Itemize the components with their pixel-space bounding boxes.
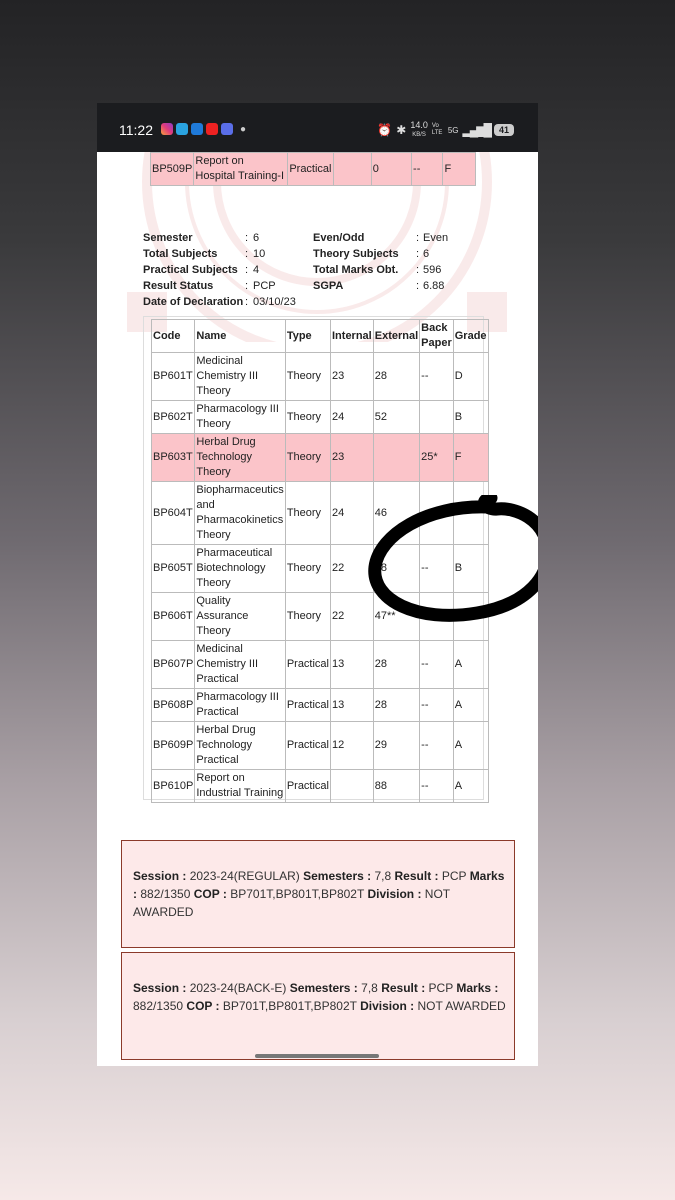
marks-label: Marks : xyxy=(456,981,499,995)
header-back-paper: Back Paper xyxy=(420,320,454,353)
practical-subjects-label: Practical Subjects xyxy=(143,264,238,276)
cell-code: BP606T xyxy=(152,593,195,641)
cell-external: 29 xyxy=(373,722,419,770)
cell-name: Report on Industrial Training xyxy=(195,770,285,803)
marks-value: 882/1350 xyxy=(133,999,184,1013)
cell-type: Practical xyxy=(285,641,330,689)
cell-grade: A xyxy=(453,770,488,803)
alarm-icon: ⏰ xyxy=(377,123,393,137)
cell-type: Practical xyxy=(285,722,330,770)
result-value: PCP xyxy=(441,869,467,883)
marks-label: Marks : xyxy=(133,869,505,901)
cell-name: Herbal Drug Technology Theory xyxy=(195,434,285,482)
cell-internal xyxy=(333,153,371,186)
cell-type: Theory xyxy=(285,545,330,593)
division-label: Division : xyxy=(360,999,415,1013)
cell-grade: B xyxy=(453,545,488,593)
cell-back-paper xyxy=(420,482,454,545)
even-odd-value: Even xyxy=(423,232,449,244)
division-value: NOT AWARDED xyxy=(133,887,450,919)
cell-name: Herbal Drug Technology Practical xyxy=(195,722,285,770)
separator: : xyxy=(416,248,420,260)
book-icon xyxy=(191,123,203,135)
cell-name: Report on Hospital Training-I xyxy=(194,153,288,186)
result-status-label: Result Status xyxy=(143,280,214,292)
theory-subjects-label: Theory Subjects xyxy=(313,248,399,260)
gesture-handle[interactable] xyxy=(255,1054,379,1058)
table-row xyxy=(152,482,489,545)
cell-external: 48 xyxy=(373,545,419,593)
cop-label: COP : xyxy=(193,887,227,901)
cell-external: 46 xyxy=(373,482,419,545)
phone-screen xyxy=(97,103,538,1066)
cell-back-paper: -- xyxy=(420,641,454,689)
semester-result-table xyxy=(151,319,489,803)
table-row xyxy=(151,153,476,186)
table-row xyxy=(152,545,489,593)
cell-external: 0 xyxy=(371,153,411,186)
cell-grade: F xyxy=(453,434,488,482)
total-subjects-value: 10 xyxy=(253,248,266,260)
cell-grade: B xyxy=(453,401,488,434)
cell-internal: 24 xyxy=(331,401,374,434)
semesters-label: Semesters : xyxy=(303,869,372,883)
cell-code: BP607P xyxy=(152,641,195,689)
telegram-icon xyxy=(176,123,188,135)
separator: : xyxy=(245,248,249,260)
cop-value: BP701T,BP801T,BP802T xyxy=(230,887,365,901)
result-label: Result : xyxy=(381,981,426,995)
header-internal: Internal xyxy=(331,320,374,353)
generic-app-icon xyxy=(221,123,233,135)
declaration-date-label: Date of Declaration xyxy=(143,296,244,308)
cell-back-paper: -- xyxy=(420,770,454,803)
volte-label: Vo LTE xyxy=(431,123,443,136)
cell-internal xyxy=(331,770,374,803)
header-name: Name xyxy=(195,320,285,353)
session-value: 2023-24(BACK-E) xyxy=(189,981,287,995)
cell-code: BP609P xyxy=(152,722,195,770)
semester-summary xyxy=(143,232,473,312)
header-external: External xyxy=(373,320,419,353)
cell-name: Pharmacology III Theory xyxy=(195,401,285,434)
marks-value: 882/1350 xyxy=(140,887,191,901)
semesters-label: Semesters : xyxy=(289,981,358,995)
cell-name: Pharmacology III Practical xyxy=(195,689,285,722)
total-subjects-label: Total Subjects xyxy=(143,248,218,260)
bluetooth-icon: ✱ xyxy=(396,123,407,137)
even-odd-label: Even/Odd xyxy=(313,232,365,244)
cell-external xyxy=(373,434,419,482)
session-details xyxy=(133,979,508,1015)
session-value: 2023-24(REGULAR) xyxy=(189,869,300,883)
cell-back-paper: -- xyxy=(420,545,454,593)
cell-grade: D xyxy=(453,353,488,401)
table-row xyxy=(152,353,489,401)
header-type: Type xyxy=(285,320,330,353)
cell-grade: C xyxy=(453,593,488,641)
result-value: PCP xyxy=(428,981,454,995)
cell-internal: 24 xyxy=(331,482,374,545)
sgpa-label: SGPA xyxy=(313,280,344,292)
instagram-icon xyxy=(161,123,173,135)
previous-semester-table xyxy=(150,152,476,186)
result-page xyxy=(97,152,538,1066)
cell-back-paper: 25* xyxy=(420,434,454,482)
cell-grade: A xyxy=(453,641,488,689)
cell-external: 47** xyxy=(373,593,419,641)
cell-type: Practical xyxy=(285,770,330,803)
cell-type: Practical xyxy=(285,689,330,722)
total-marks-value: 596 xyxy=(423,264,442,276)
cell-back-paper: -- xyxy=(420,722,454,770)
cell-back-paper xyxy=(420,401,454,434)
signal-icon: ▂▄▆█ xyxy=(462,123,490,137)
table-header-row xyxy=(152,320,489,353)
cell-name: Medicinal Chemistry III Practical xyxy=(195,641,285,689)
cell-code: BP604T xyxy=(152,482,195,545)
cell-type: Theory xyxy=(285,401,330,434)
result-status-value: PCP xyxy=(253,280,276,292)
cell-internal: 23 xyxy=(331,434,374,482)
result-label: Result : xyxy=(394,869,439,883)
separator: : xyxy=(416,280,420,292)
cell-type: Practical xyxy=(288,153,333,186)
sgpa-value: 6.88 xyxy=(423,280,445,292)
cell-grade xyxy=(453,482,488,545)
session-details xyxy=(133,867,508,921)
semesters-value: 7,8 xyxy=(374,869,392,883)
signal-5g-label: 5G xyxy=(447,125,459,135)
cell-internal: 12 xyxy=(331,722,374,770)
separator: : xyxy=(416,264,420,276)
cell-name: Biopharmaceutics and Pharmacokinetics Theory xyxy=(195,482,285,545)
notification-icons xyxy=(161,123,246,135)
semesters-value: 7,8 xyxy=(361,981,378,995)
cell-internal: 22 xyxy=(331,545,374,593)
cell-external: 52 xyxy=(373,401,419,434)
separator: : xyxy=(245,232,249,244)
table-row xyxy=(152,641,489,689)
status-bar xyxy=(97,103,538,152)
table-row xyxy=(152,434,489,482)
cop-value: BP701T,BP801T,BP802T xyxy=(222,999,357,1013)
cell-grade: A xyxy=(453,722,488,770)
network-speed xyxy=(410,121,428,139)
cell-back-paper: -- xyxy=(412,153,443,186)
cell-code: BP605T xyxy=(152,545,195,593)
cell-code: BP603T xyxy=(152,434,195,482)
semester-label: Semester xyxy=(143,232,193,244)
cell-back-paper: -- xyxy=(420,593,454,641)
session-label: Session : xyxy=(133,869,187,883)
cell-back-paper: -- xyxy=(420,689,454,722)
cell-external: 28 xyxy=(373,689,419,722)
cell-name: Quality Assurance Theory xyxy=(195,593,285,641)
table-row xyxy=(152,593,489,641)
practical-subjects-value: 4 xyxy=(253,264,260,276)
cell-type: Theory xyxy=(285,353,330,401)
network-speed-value: 14.0 xyxy=(410,120,428,130)
separator: : xyxy=(416,232,420,244)
table-row xyxy=(152,770,489,803)
cell-name: Pharmaceutical Biotechnology Theory xyxy=(195,545,285,593)
division-value: NOT AWARDED xyxy=(417,999,506,1013)
status-time: 11:22 xyxy=(119,122,153,138)
cell-internal: 13 xyxy=(331,689,374,722)
cell-type: Theory xyxy=(285,593,330,641)
separator: : xyxy=(245,296,249,308)
cell-code: BP608P xyxy=(152,689,195,722)
cell-code: BP610P xyxy=(152,770,195,803)
declaration-date-value: 03/10/23 xyxy=(253,296,296,308)
header-code: Code xyxy=(152,320,195,353)
cell-type: Theory xyxy=(285,434,330,482)
table-row xyxy=(152,689,489,722)
total-marks-label: Total Marks Obt. xyxy=(313,264,399,276)
cop-label: COP : xyxy=(186,999,220,1013)
cell-external: 28 xyxy=(373,353,419,401)
table-row xyxy=(152,401,489,434)
cell-type: Theory xyxy=(285,482,330,545)
more-dot-icon: ● xyxy=(240,123,247,135)
cell-name: Medicinal Chemistry III Theory xyxy=(195,353,285,401)
cell-back-paper: -- xyxy=(420,353,454,401)
session-card-regular xyxy=(121,840,515,948)
status-right xyxy=(377,121,514,139)
session-card-back xyxy=(121,952,515,1060)
theory-subjects-value: 6 xyxy=(423,248,430,260)
semester-value: 6 xyxy=(253,232,260,244)
header-grade: Grade xyxy=(453,320,488,353)
cell-code: BP601T xyxy=(152,353,195,401)
cell-internal: 22 xyxy=(331,593,374,641)
separator: : xyxy=(245,264,249,276)
table-row xyxy=(152,722,489,770)
separator: : xyxy=(245,280,249,292)
cell-grade: A xyxy=(453,689,488,722)
cell-code: BP602T xyxy=(152,401,195,434)
cell-internal: 23 xyxy=(331,353,374,401)
session-label: Session : xyxy=(133,981,187,995)
cell-grade: F xyxy=(443,153,476,186)
battery-icon: 41 xyxy=(494,124,514,136)
cell-internal: 13 xyxy=(331,641,374,689)
cell-external: 88 xyxy=(373,770,419,803)
cell-external: 28 xyxy=(373,641,419,689)
division-label: Division : xyxy=(367,887,422,901)
cell-code: BP509P xyxy=(151,153,194,186)
network-speed-unit: KB/S xyxy=(412,132,426,138)
youtube-icon xyxy=(206,123,218,135)
